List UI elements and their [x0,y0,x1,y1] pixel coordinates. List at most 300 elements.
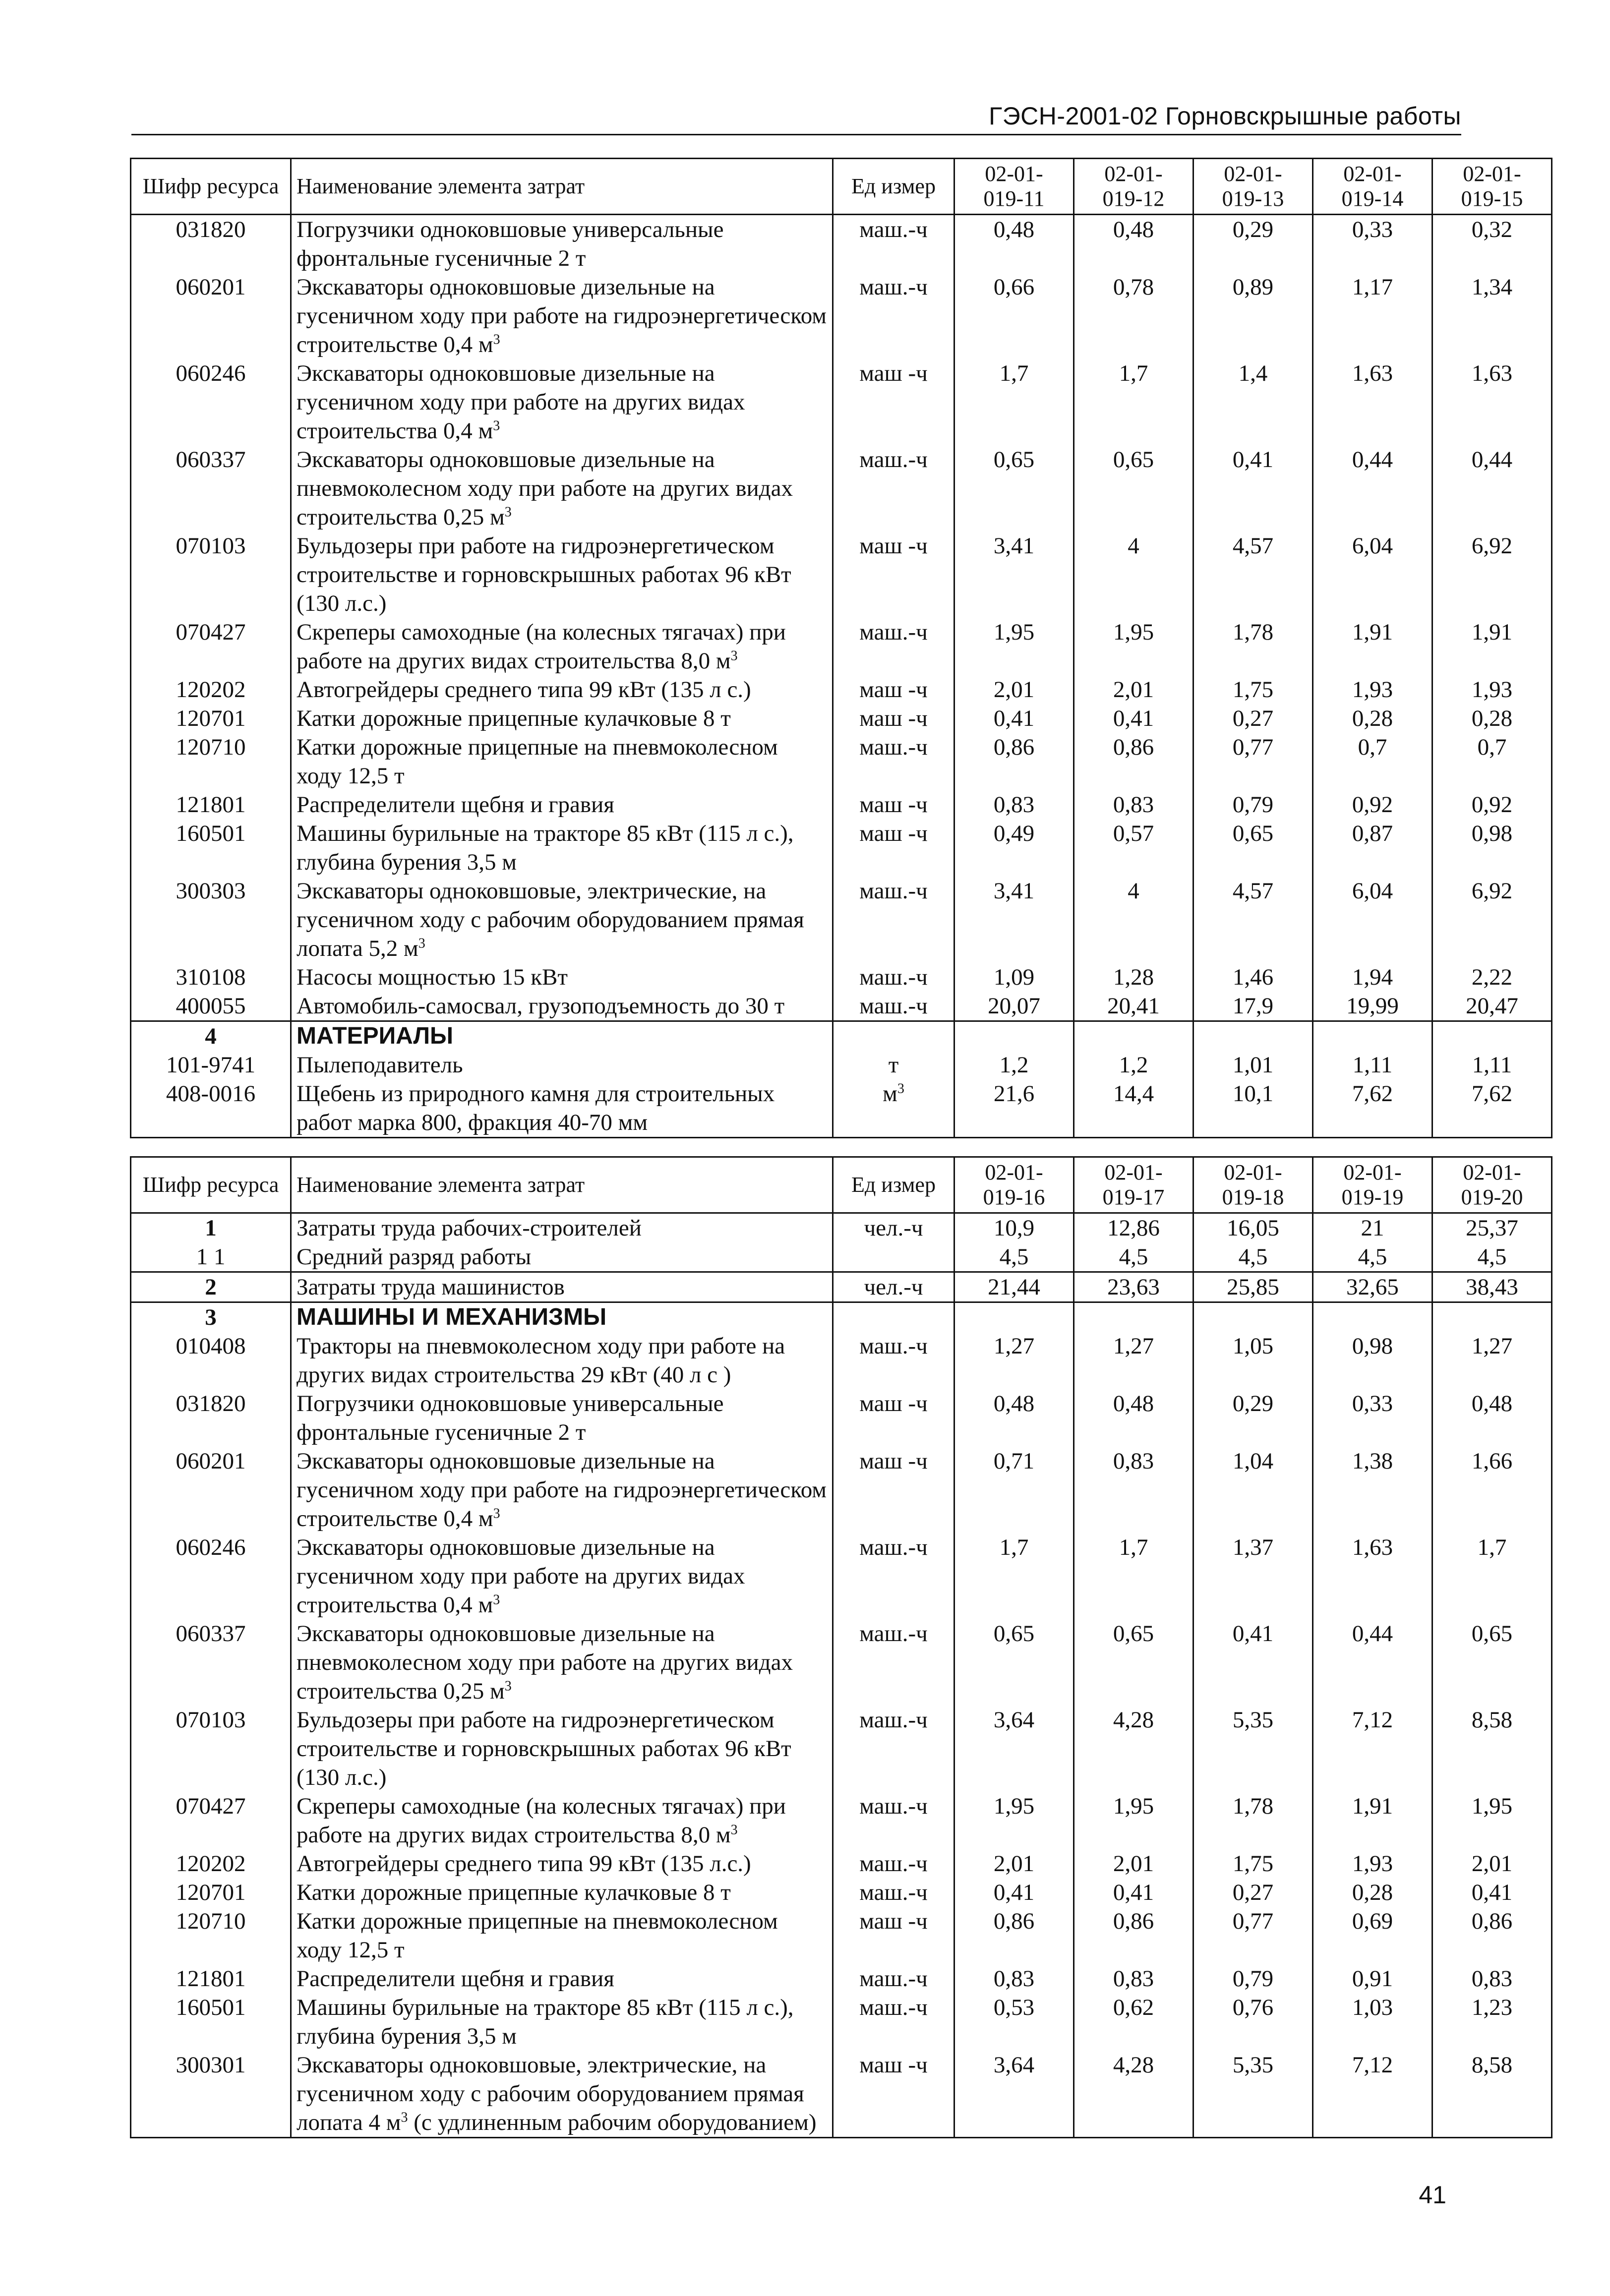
unit-exponent: 3 [730,648,738,664]
table-body [131,215,1552,1138]
resource-code: 031820 [131,1389,291,1447]
norm-value: 7,12 [1313,2051,1432,2138]
unit-text: маш -ч [859,792,928,818]
norm-value: 38,43 [1432,1272,1552,1302]
norm-value: 1,38 [1313,1447,1432,1533]
resource-name [291,819,833,877]
norm-value: 4 [1074,531,1193,618]
norm-value: 1,66 [1471,1448,1513,1474]
unit-text: маш.-ч [859,993,928,1019]
unit-text: чел.-ч [864,1215,923,1241]
resource-code: 120710 [131,1907,291,1964]
norm-value: 0,48 [954,215,1074,273]
resource-name-text: Скреперы самоходные (на колесных тягачах) при работе на других видах строительства 8,0 м [297,619,786,674]
norm-value: 0,65 [954,445,1074,531]
resource-code: 031820 [131,215,291,273]
norm-value: 1,11 [1472,1052,1512,1078]
norm-column-header: 02-01- 019-18 [1193,1157,1313,1213]
norm-value: 20,47 [1432,992,1552,1021]
norm-value: 1,63 [1471,360,1513,386]
norm-value: 0,27 [1193,1878,1313,1907]
unit-of-measure [833,704,954,733]
norm-value: 2,01 [1074,1849,1193,1878]
norm-value: 0,7 [1313,733,1432,790]
unit-of-measure [833,1389,954,1447]
running-header: ГЭСН-2001-02 Горновскрышные работы [989,102,1461,130]
unit-text: маш -ч [859,821,928,846]
unit-text: маш.-ч [859,1966,928,1992]
table-row [131,1051,1552,1079]
resource-name [291,1389,833,1447]
resource-name [291,618,833,675]
norm-column-header: 02-01- 019-11 [954,159,1074,215]
unit-text: т [888,1052,899,1078]
norm-value: 0,7 [1477,734,1507,760]
norm-value: 0,77 [1193,1907,1313,1964]
resource-name-text: Катки дорожные прицепные кулачковые 8 т [297,706,731,731]
unit-of-measure [833,618,954,675]
resource-code: 160501 [131,819,291,877]
table-row [131,1907,1552,1964]
norm-value: 4,28 [1074,1706,1193,1792]
resource-name [291,273,833,359]
norm-value: 0,92 [1313,790,1432,819]
name-column-header: Наименование элемента затрат [291,159,833,215]
table-row [131,1878,1552,1907]
table-row [131,963,1552,992]
unit-text: маш -ч [859,533,928,559]
norm-value: 3,64 [954,2051,1074,2138]
norm-value: 0,28 [1313,704,1432,733]
unit-of-measure [833,1213,954,1243]
norm-value: 1,95 [954,618,1074,675]
resource-name [291,1964,833,1993]
resource-name-text: Экскаваторы одноковшовые дизельные на гусеничном ходу при работе на гидроэнергетическом строительстве 0,4 м [297,1448,827,1531]
norm-value: 6,04 [1313,877,1432,963]
unit-of-measure [833,1079,954,1138]
resource-name-text: Тракторы на пневмоколесном ходу при работе на других видах строительства 29 кВт (40 л с ) [297,1333,785,1388]
unit-of-measure [833,1907,954,1964]
unit-of-measure [833,733,954,790]
resource-name-text: Погрузчики одноковшовые универсальные фронтальные гусеничные 2 т [297,1391,724,1445]
table-row [131,1272,1552,1302]
table-row [131,445,1552,531]
norm-value: 0,65 [1074,1619,1193,1706]
unit-of-measure [833,215,954,273]
resource-name-text: Бульдозеры при работе на гидроэнергетическом строительстве и горновскрышных работах 96 кВт (130 л.с.) [297,1707,791,1790]
resource-name [291,1907,833,1964]
unit-of-measure [833,1964,954,1993]
unit-text: маш -ч [859,1908,928,1934]
norm-value: 1,78 [1193,1792,1313,1849]
resource-name [291,963,833,992]
resource-name [291,704,833,733]
norm-value: 0,48 [1074,1389,1193,1447]
unit-text: маш.-ч [859,274,928,300]
norm-value: 0,41 [954,1878,1074,1907]
norm-value: 0,69 [1313,1907,1432,1964]
resource-code: 310108 [131,963,291,992]
table-row [131,819,1552,877]
resource-code: 060201 [131,273,291,359]
norm-value: 0,44 [1471,447,1513,472]
table-row [131,359,1552,445]
resource-name [291,1849,833,1878]
norm-value: 0,83 [954,790,1074,819]
norm-value: 1,91 [1313,618,1432,675]
unit-text: чел.-ч [864,1274,923,1300]
norm-value [954,1302,1074,1332]
resource-code: 120701 [131,704,291,733]
code-column-header: Шифр ресурса [131,1157,291,1213]
unit-of-measure [833,1051,954,1079]
norm-column-header: 02-01- 019-12 [1074,159,1193,215]
norm-value: 1,95 [1471,1793,1513,1819]
norm-value: 3,41 [954,531,1074,618]
norm-value: 10,1 [1193,1079,1313,1138]
norm-value: 0,44 [1313,1619,1432,1706]
table-row [131,531,1552,618]
resource-name-text: Экскаваторы одноковшовые дизельные на гусеничном ходу при работе на других видах строительства 0,4 м [297,360,745,444]
norm-value: 0,78 [1074,273,1193,359]
resource-name-text: Машины бурильные на тракторе 85 кВт (115 л с.), глубина бурения 3,5 м [297,1995,794,2049]
norm-value: 1,95 [1074,618,1193,675]
norm-value: 1,63 [1313,359,1432,445]
unit-of-measure [833,963,954,992]
unit-text: маш.-ч [859,1995,928,2020]
resource-name [291,1878,833,1907]
norm-value: 0,92 [1471,792,1513,818]
unit-text: маш.-ч [859,1707,928,1733]
norm-value: 32,65 [1313,1272,1432,1302]
unit-text: маш.-ч [859,1333,928,1359]
unit-text: маш.-ч [859,1880,928,1905]
resource-code: 070427 [131,1792,291,1849]
norm-value: 21,6 [954,1079,1074,1138]
unit-text: маш -ч [859,706,928,731]
unit-exponent: 3 [504,504,512,520]
page-number: 41 [1419,2181,1446,2209]
resource-code: 070427 [131,618,291,675]
norm-column-header: 02-01- 019-16 [954,1157,1074,1213]
unit-text: маш.-ч [859,734,928,760]
norm-value: 0,71 [954,1447,1074,1533]
resource-name [291,675,833,704]
norm-value [1432,1021,1552,1051]
norm-value: 25,85 [1193,1272,1313,1302]
unit-exponent: 3 [493,332,500,348]
resource-name-text: Пылеподавитель [297,1052,463,1078]
table-row [131,704,1552,733]
resource-code: 400055 [131,992,291,1021]
norm-value: 0,79 [1193,790,1313,819]
resource-code: 101-9741 [131,1051,291,1079]
unit-column-header: Ед измер [833,1157,954,1213]
norm-value: 1,63 [1313,1533,1432,1619]
resource-name [291,733,833,790]
norm-value [1193,1021,1313,1051]
norm-column-header: 02-01- 019-17 [1074,1157,1193,1213]
unit-of-measure [833,1332,954,1389]
norm-value: 0,86 [1074,1907,1193,1964]
norm-value: 0,48 [1074,215,1193,273]
norm-value: 7,62 [1313,1079,1432,1138]
norm-value [954,1021,1074,1051]
resource-name [291,359,833,445]
resource-code: 060246 [131,359,291,445]
norm-column-header: 02-01- 019-13 [1193,159,1313,215]
norm-value: 1,17 [1313,273,1432,359]
unit-of-measure [833,1272,954,1302]
norm-value: 0,65 [1074,445,1193,531]
norm-column-header: 02-01- 019-15 [1432,159,1552,215]
norm-value: 3,64 [954,1706,1074,1792]
norm-column-header: 02-01- 019-20 [1432,1157,1552,1213]
resource-code: 070103 [131,1706,291,1792]
resource-name [291,1706,833,1792]
unit-text: маш.-ч [859,1851,928,1877]
resource-name-text: МАШИНЫ И МЕХАНИЗМЫ [297,1304,607,1330]
resource-name [291,1447,833,1533]
norm-value: 1,27 [1471,1333,1513,1359]
norm-value: 0,53 [954,1993,1074,2051]
unit-exponent: 3 [493,1592,500,1608]
norm-value: 14,4 [1074,1079,1193,1138]
unit-text: м [883,1081,897,1107]
resource-name [291,1079,833,1138]
norm-value: 0,76 [1193,1993,1313,2051]
table-row [131,1849,1552,1878]
unit-exponent: 3 [730,1822,738,1838]
norm-value: 0,28 [1313,1878,1432,1907]
norm-value: 21 [1313,1213,1432,1243]
table-row [131,1242,1552,1272]
table-row [131,992,1552,1021]
resource-name-text: Экскаваторы одноковшовые дизельные на гусеничном ходу при работе на других видах строительства 0,4 м [297,1534,745,1618]
norm-value: 19,99 [1313,992,1432,1021]
norm-value: 1,01 [1193,1051,1313,1079]
unit-text: маш.-ч [859,447,928,472]
resource-name-text: Щебень из природного камня для строительных работ марка 800, фракция 40-70 мм [297,1081,775,1135]
unit-text: маш -ч [859,360,928,386]
unit-text: маш.-ч [859,1621,928,1647]
norm-value [1432,1302,1552,1332]
resource-name-text: Бульдозеры при работе на гидроэнергетическом строительстве и горновскрышных работах 96 кВт (130 л.с.) [297,533,791,616]
resource-code: 060337 [131,1619,291,1706]
resource-name-text: Распределители щебня и гравия [297,1966,614,1992]
resource-name [291,877,833,963]
norm-value: 5,35 [1193,1706,1313,1792]
resource-name-text: Катки дорожные прицепные на пневмоколесном ходу 12,5 т [297,1908,778,1963]
norm-value [1074,1302,1193,1332]
norm-value: 0,66 [954,273,1074,359]
norm-value: 4,5 [1193,1242,1313,1272]
norm-value: 4,5 [1432,1242,1552,1272]
resource-name-text: Автогрейдеры среднего типа 99 кВт (135 л с.) [297,677,751,703]
unit-text: маш.-ч [859,217,928,242]
norm-value: 0,41 [1074,1878,1193,1907]
norm-value: 1,93 [1313,1849,1432,1878]
resource-name-text: Машины бурильные на тракторе 85 кВт (115 л с.), глубина бурения 3,5 м [297,821,794,875]
norm-value: 17,9 [1193,992,1313,1021]
norm-value: 1,03 [1313,1993,1432,2051]
norm-value: 0,98 [1313,1332,1432,1389]
norm-value: 1,7 [954,1533,1074,1619]
unit-of-measure [833,1619,954,1706]
resource-name [291,1242,833,1272]
resource-name-tail: (с удлиненным рабочим оборудованием) [408,2110,817,2135]
resource-code: 060337 [131,445,291,531]
unit-of-measure [833,1878,954,1907]
unit-exponent: 3 [504,1678,512,1694]
norm-value: 0,33 [1313,1389,1432,1447]
norm-value: 1,04 [1193,1447,1313,1533]
table-row [131,2051,1552,2138]
norm-value [1074,1021,1193,1051]
norm-value: 1,75 [1193,675,1313,704]
norm-value: 0,57 [1074,819,1193,877]
table-row [131,1792,1552,1849]
norm-value: 7,12 [1313,1706,1432,1792]
resource-code: 2 [131,1272,291,1302]
resource-name [291,1792,833,1849]
unit-exponent: 3 [493,1506,500,1522]
norm-value: 1,7 [1477,1534,1507,1560]
resource-name [291,531,833,618]
unit-of-measure [833,1533,954,1619]
unit-of-measure [833,359,954,445]
unit-text: маш -ч [859,677,928,703]
norm-value: 1,91 [1313,1792,1432,1849]
table-row [131,1332,1552,1389]
norm-value [1313,1302,1432,1332]
unit-of-measure [833,1792,954,1849]
norms-table-2 [130,1156,1552,2138]
norm-value: 23,63 [1074,1272,1193,1302]
norm-value: 1,23 [1471,1995,1513,2020]
table-header-row [131,159,1552,215]
section-row [131,1302,1552,1332]
unit-text: маш.-ч [859,1534,928,1560]
resource-name-text: Экскаваторы одноковшовые, электрические, на гусеничном ходу с рабочим оборудованием прямая лопата 4 м [297,2052,804,2135]
resource-code: 121801 [131,790,291,819]
unit-text: маш -ч [859,1391,928,1416]
norm-value: 1,2 [954,1051,1074,1079]
norm-value: 0,65 [1193,819,1313,877]
resource-code: 010408 [131,1332,291,1389]
norm-value: 1,7 [1074,1533,1193,1619]
unit-text: маш -ч [859,2052,928,2078]
resource-code: 060246 [131,1533,291,1619]
table-row [131,1993,1552,2051]
norm-value: 0,41 [954,704,1074,733]
table-header-row [131,1157,1552,1213]
unit-exponent: 3 [401,2110,408,2125]
table-row [131,1389,1552,1447]
norm-value: 0,87 [1313,819,1432,877]
unit-text: маш.-ч [859,1793,928,1819]
resource-code: 1 [131,1213,291,1243]
resource-name [291,1272,833,1302]
norm-value: 0,83 [1074,1447,1193,1533]
resource-name-text: Затраты труда машинистов [297,1274,565,1300]
resource-code: 1 1 [131,1242,291,1272]
norm-value: 0,28 [1471,706,1513,731]
resource-name [291,992,833,1021]
norm-value: 0,86 [1074,733,1193,790]
norm-value: 0,89 [1193,273,1313,359]
unit-text: маш.-ч [859,619,928,645]
norm-value: 2,01 [1471,1851,1513,1877]
unit-of-measure [833,1242,954,1272]
norm-value: 4,5 [954,1242,1074,1272]
resource-code: 120710 [131,733,291,790]
norm-value: 0,86 [954,1907,1074,1964]
norm-value: 0,83 [1471,1966,1513,1992]
norm-value: 2,01 [954,1849,1074,1878]
norm-value: 0,41 [1471,1880,1513,1905]
table-row [131,733,1552,790]
resource-code: 120202 [131,675,291,704]
unit-of-measure [833,2051,954,2138]
resource-code: 060201 [131,1447,291,1533]
norm-value: 4,57 [1193,877,1313,963]
norm-value: 1,11 [1313,1051,1432,1079]
norm-value: 3,41 [954,877,1074,963]
norm-value: 25,37 [1466,1215,1518,1241]
table-row [131,1533,1552,1619]
norm-value: 1,27 [954,1332,1074,1389]
norm-value: 0,86 [1471,1908,1513,1934]
unit-of-measure [833,1993,954,2051]
norm-value: 0,41 [1074,704,1193,733]
unit-of-measure [833,992,954,1021]
unit-text: маш.-ч [859,878,928,904]
header-divider [131,134,1461,135]
table-row [131,675,1552,704]
table-row [131,790,1552,819]
norm-value: 0,91 [1313,1964,1432,1993]
norm-value: 6,92 [1471,878,1513,904]
norm-value: 20,41 [1074,992,1193,1021]
norm-value: 10,9 [954,1213,1074,1243]
unit-exponent: 3 [493,418,500,434]
norm-value: 2,01 [954,675,1074,704]
norm-value: 12,86 [1074,1213,1193,1243]
resource-code: 120202 [131,1849,291,1878]
norm-value: 1,27 [1074,1332,1193,1389]
norm-value: 1,2 [1074,1051,1193,1079]
section-title [291,1302,833,1332]
norm-value: 0,98 [1471,821,1513,846]
norm-value: 6,04 [1313,531,1432,618]
norm-value: 1,94 [1313,963,1432,992]
norm-value: 0,48 [1471,1391,1513,1416]
resource-name [291,2051,833,2138]
norm-value: 16,05 [1193,1213,1313,1243]
table-row [131,215,1552,273]
norm-value: 0,27 [1193,704,1313,733]
unit-of-measure [833,273,954,359]
resource-code: 120701 [131,1878,291,1907]
resource-code: 160501 [131,1993,291,2051]
resource-name-text: Экскаваторы одноковшовые дизельные на пневмоколесном ходу при работе на других видах строительства 0,25 м [297,447,793,530]
resource-name [291,1051,833,1079]
norm-value: 1,95 [1074,1792,1193,1849]
norm-value: 4,28 [1074,2051,1193,2138]
norms-table-1 [130,158,1552,1138]
unit-of-measure [833,1021,954,1051]
